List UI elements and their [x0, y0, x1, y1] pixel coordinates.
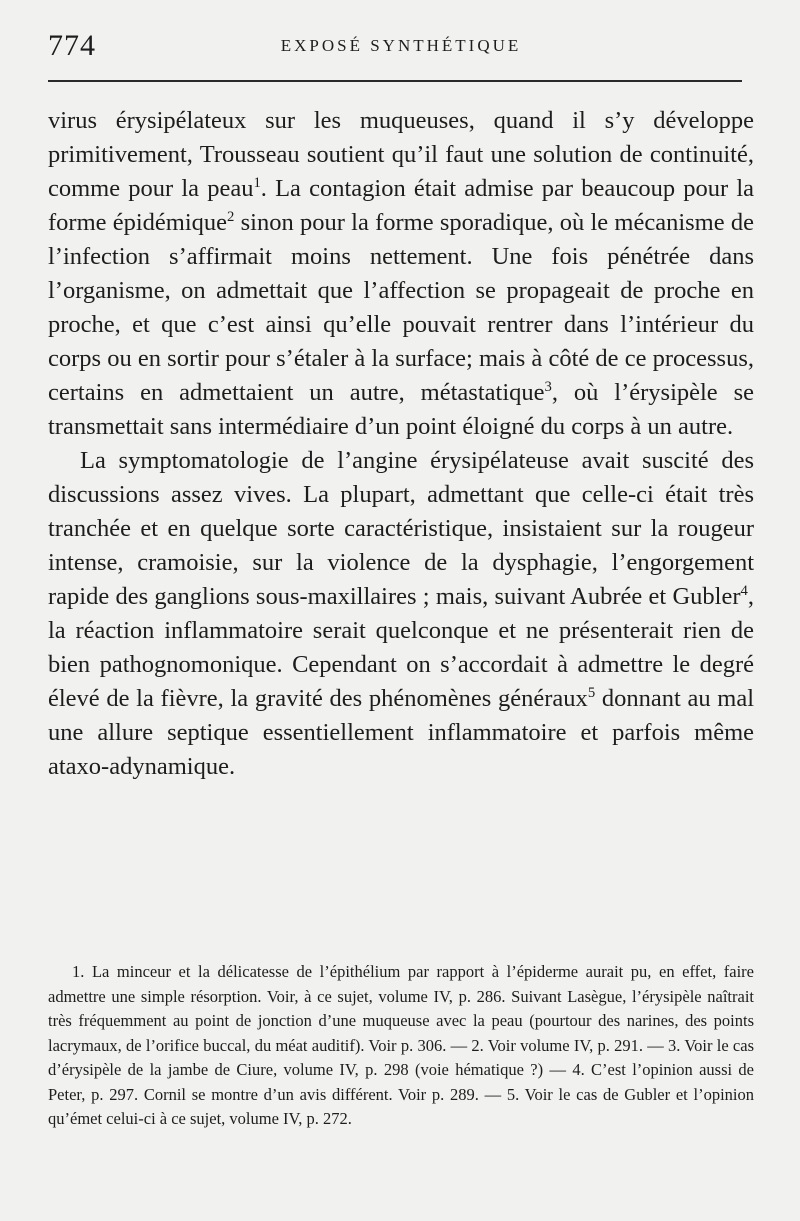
page-header: [48, 28, 754, 68]
text-run: , la réaction inflammatoire serait quelconque et ne présenterait rien de bien pathognomonique. Cependant on s’accordait à admettre le degré élevé de la fièvre, la gravité des phénomènes généraux: [48, 583, 754, 712]
text-run: , où l’érysipèle se transmettait sans intermédiaire d’un point éloigné du corps à un autre.: [48, 379, 754, 440]
paragraph-2: [48, 444, 754, 784]
page-number: 774: [48, 29, 96, 62]
footnote-ref-3: 3: [544, 378, 552, 395]
text-run: donnant au mal une allure septique essentiellement inflammatoire et parfois même ataxo-adynamique.: [48, 685, 754, 780]
footnote-ref-4: 4: [740, 582, 748, 599]
text-run: sinon pour la forme sporadique, où le mécanisme de l’infection s’affirmait moins nettement. Une fois pénétrée dans l’organisme, on admettait que l’affection se propageait de proche en proche, et que c’est ainsi qu’elle pouvait rentrer dans l’intérieur du corps ou en sortir pour s’étaler à la surface; mais à côté de ce processus, certains en admettaient un autre, métastatique: [48, 209, 754, 406]
running-title: EXPOSÉ SYNTHÉTIQUE: [280, 36, 522, 55]
footnote-ref-2: 2: [227, 208, 235, 225]
footnotes: 1. La minceur et la délicatesse de l’épithélium par rapport à l’épiderme aurait pu, en effet, faire admettre une simple résorption. Voir, à ce sujet, volume IV, p. 286. Suivant Lasègue, l’érysipèle naîtrait très fréquemment au point de jonction d’une muqueuse avec la peau (pourtour des narines, des points lacrymaux, de l’orifice buccal, du méat auditif). Voir p. 306. — 2. Voir volume IV, p. 291. — 3. Voir le cas d’érysipèle de la jambe de Ciure, volume IV, p. 298 (voie hématique ?) — 4. C’est l’opinion aussi de Peter, p. 297. Cornil se montre d’un avis différent. Voir p. 289. — 5. Voir le cas de Gubler et l’opinion qu’émet celui-ci à ce sujet, volume IV, p. 272.: [48, 962, 754, 1128]
footnote-ref-1: 1: [253, 174, 261, 191]
text-run: . La contagion était admise par beaucoup pour la forme épidémique: [48, 175, 755, 236]
text-run: La symptomatologie de l’angine érysipélateuse avait suscité des discussions assez vives. La plupart, admettant que celle-ci était très tranchée et en quelque sorte caractéristique, insistaient sur la rougeur intense, cramoisie, sur la violence de la dysphagie, l’engorgement rapide des ganglions sous-maxillaires ; mais, suivant Aubrée et Gubler: [48, 447, 754, 610]
footnote-ref-5: 5: [587, 684, 596, 701]
body-text: [48, 104, 754, 784]
header-rule: [48, 80, 742, 82]
paragraph-1: [48, 104, 754, 444]
text-run: virus érysipélateux sur les muqueuses, quand il s’y développe primitivement, Trousseau soutient qu’il faut une solution de continuité, comme pour la peau: [48, 107, 754, 202]
